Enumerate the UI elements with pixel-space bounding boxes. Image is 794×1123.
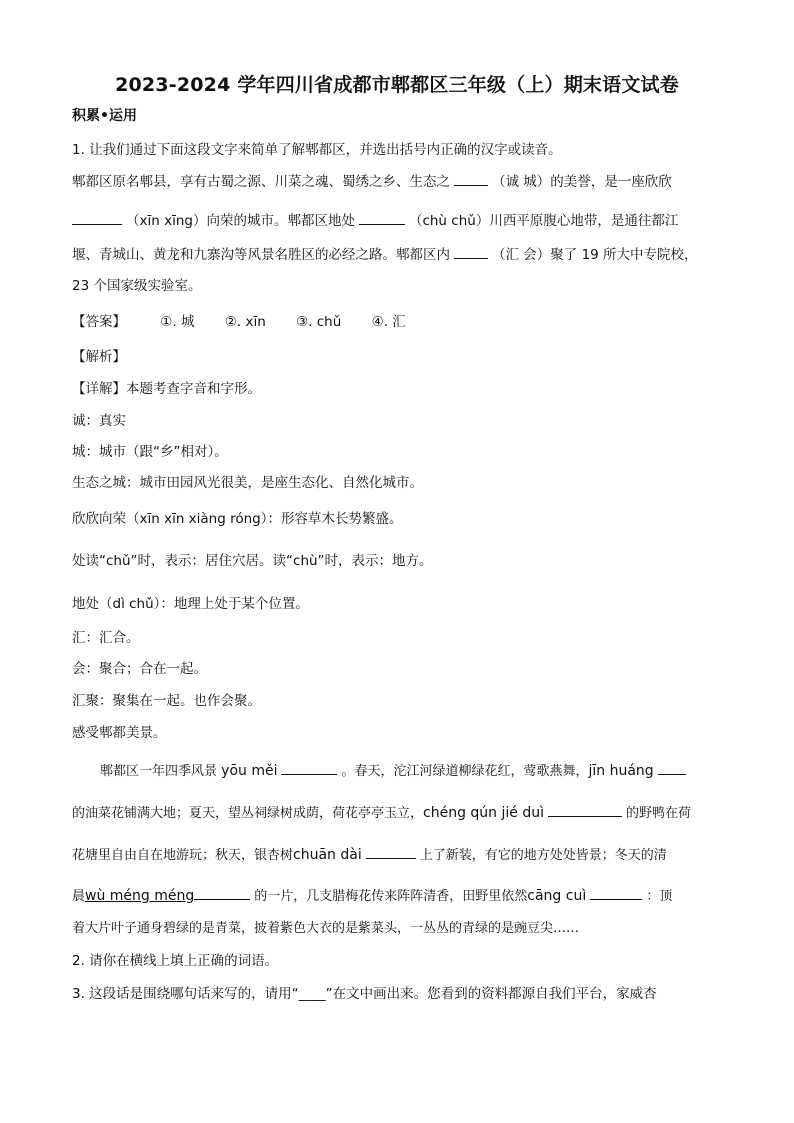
- pinyin-prompt: yōu měi: [221, 763, 278, 779]
- q1-text: 郫都区原名郫县，享有古蜀之源、川菜之魂、蜀绣之乡、生态之: [72, 174, 450, 190]
- passage-line-5: 着大片叶子通身碧绿的是青菜，披着紫色大衣的是紫菜头，一丛丛的青绿的是豌豆尖……: [72, 921, 580, 936]
- analysis-line: 地处（dì chǔ）：地理上处于某个位置。: [72, 596, 309, 612]
- section-heading: 积累•运用: [72, 108, 137, 124]
- passage-text: 郫都区一年四季风景: [100, 764, 218, 779]
- answer-tag: 【答案】: [72, 314, 126, 330]
- passage-text: 。春天，沱江河绿道柳绿花红，莺歌燕舞，: [341, 764, 589, 779]
- answer-blank[interactable]: [454, 245, 488, 259]
- answer-blank[interactable]: [590, 886, 642, 900]
- pinyin-prompt: cāng cuì: [527, 888, 587, 904]
- answer-row: [72, 313, 406, 331]
- answer-blank[interactable]: [72, 211, 122, 225]
- question-1-line-2: [72, 211, 678, 230]
- passage-line-3: [72, 845, 667, 865]
- analysis-tag: 【解析】: [72, 349, 126, 365]
- question-1-line-3: [72, 245, 698, 264]
- answer-item: ③. chǔ: [296, 314, 342, 330]
- analysis-line: 处读“chǔ”时，表示：居住穴居。读“chù”时，表示：地方。: [72, 553, 433, 569]
- question-2: 2. 请你在横线上填上正确的词语。: [72, 953, 279, 969]
- question-1-line-4: 23 个国家级实验室。: [72, 278, 202, 294]
- passage-text: ：顶: [646, 889, 673, 904]
- pinyin-prompt: chuān dài: [293, 847, 362, 863]
- analysis-line: 城：城市（跟“乡”相对）。: [72, 444, 228, 460]
- analysis-line: 汇：汇合。: [72, 630, 140, 646]
- pinyin-prompt: chéng qún jié duì: [423, 805, 544, 821]
- passage-line-4: [72, 886, 672, 906]
- analysis-line: 会：聚合；合在一起。: [72, 661, 207, 677]
- question-1-prompt: 1. 让我们通过下面这段文字来简单了解郫都区，并选出括号内正确的汉字或读音。: [72, 142, 562, 158]
- answer-item: ④. 汇: [371, 314, 406, 330]
- answer-item: ①. 城: [160, 314, 195, 330]
- q1-text: （诚 城）的美誉，是一座欣欣: [492, 174, 672, 190]
- analysis-line: 汇聚：聚集在一起。也作会聚。: [72, 693, 261, 709]
- passage-text: 的油菜花铺满大地；夏天，望丛祠绿树成荫，荷花亭亭玉立，: [72, 806, 424, 821]
- q1-text: （chù chǔ）川西平原腹心地带，是通往都江: [408, 213, 679, 229]
- answer-blank[interactable]: [366, 845, 416, 859]
- analysis-line: 诚：真实: [72, 413, 126, 429]
- passage-text: 的野鸭在荷: [625, 806, 691, 821]
- passage-line-1: [100, 761, 690, 781]
- analysis-line: 生态之城：城市田园风光很美，是座生态化、自然化城市。: [72, 475, 423, 491]
- q1-text: （xīn xīng）向荣的城市。郫都区地处: [126, 213, 355, 229]
- q1-text: （汇 会）聚了 19 所大中专院校，: [492, 247, 698, 263]
- answer-blank[interactable]: [281, 761, 337, 775]
- answer-blank[interactable]: [548, 803, 622, 817]
- analysis-line: 欣欣向荣（xīn xīn xiàng róng）：形容草木长势繁盛。: [72, 511, 403, 527]
- answer-blank[interactable]: [454, 172, 488, 186]
- answer-blank[interactable]: [194, 886, 250, 900]
- question-1-line-1: [72, 172, 672, 191]
- pinyin-prompt: wù méng méng: [85, 888, 195, 904]
- analysis-line: 【详解】本题考查字音和字形。: [72, 381, 261, 397]
- answer-item: ②. xīn: [224, 314, 266, 330]
- passage-text: 晨: [72, 889, 86, 904]
- answer-blank[interactable]: [359, 211, 405, 225]
- page-title: 2023-2024 学年四川省成都市郫都区三年级（上）期末语文试卷: [115, 74, 679, 96]
- analysis-line: 感受郫都美景。: [72, 725, 167, 741]
- q1-text: 堰、青城山、黄龙和九寨沟等风景名胜区的必经之路。郫都区内: [72, 247, 450, 263]
- passage-text: 花塘里自由自在地游玩；秋天，银杏树: [72, 848, 294, 863]
- passage-text: 上了新装，有它的地方处处皆景；冬天的清: [419, 848, 667, 863]
- passage-text: 的一片，几支腊梅花传来阵阵清香，田野里依然: [254, 889, 528, 904]
- pinyin-prompt: jīn huáng: [588, 763, 654, 779]
- passage-line-2: [72, 803, 691, 823]
- question-3: 3. 这段话是围绕哪句话来写的，请用“____”在文中画出来。您看到的资料都源自我们平台，家威杏: [72, 986, 657, 1002]
- answer-blank[interactable]: [658, 761, 686, 775]
